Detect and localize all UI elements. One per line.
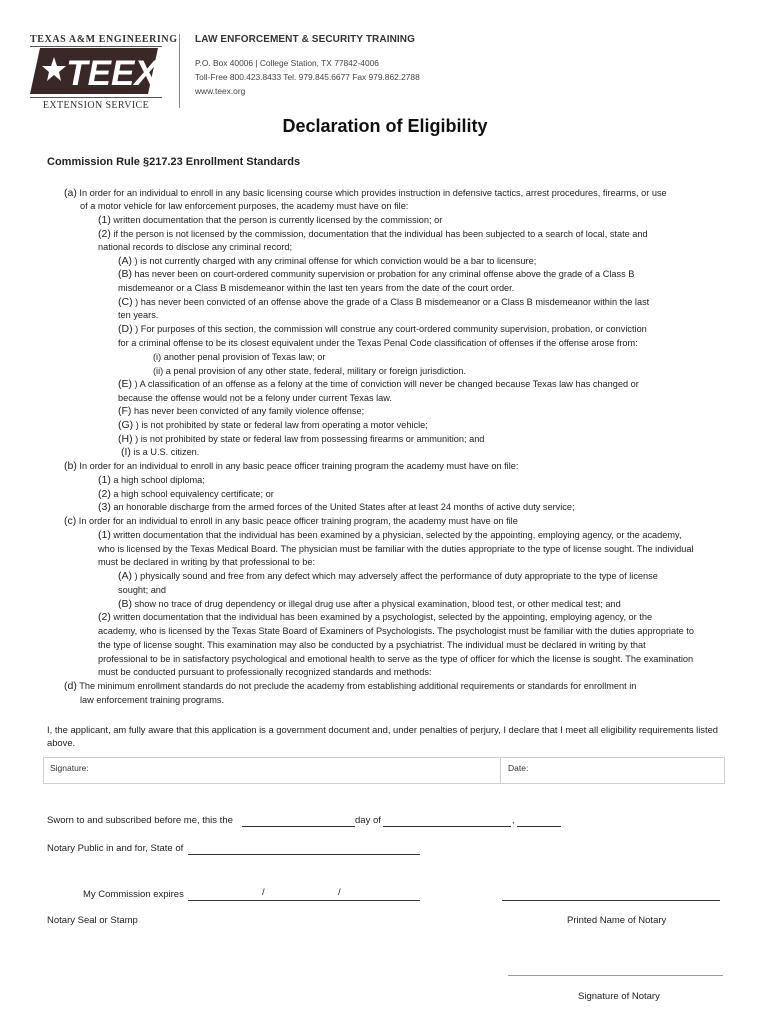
- org-name: LAW ENFORCEMENT & SECURITY TRAINING: [195, 34, 415, 45]
- sworn-month-line[interactable]: [383, 826, 511, 827]
- rule-line: (1) a high school diploma;: [98, 474, 205, 486]
- date-field[interactable]: [500, 758, 724, 783]
- printed-name-line[interactable]: [502, 900, 720, 901]
- signature-field[interactable]: [43, 758, 499, 783]
- commission-expires-text: My Commission expires: [83, 889, 184, 900]
- rule-line: (b) In order for an individual to enroll in any basic peace officer training program the academy must have on file:: [64, 460, 519, 472]
- logo-top-text: TEXAS A&M ENGINEERING: [30, 34, 178, 45]
- comma-text: ,: [512, 815, 515, 826]
- rule-line: ten years.: [118, 310, 159, 320]
- rule-line: because the offense would not be a felony under current Texas law.: [118, 393, 392, 403]
- sworn-year-line[interactable]: [517, 826, 561, 827]
- rule-line: must be declared in writing by that professional to be:: [98, 557, 316, 567]
- rule-line: must be conducted pursuant to professionally recognized standards and methods:: [98, 667, 432, 677]
- logo-rule-bottom: [30, 97, 162, 98]
- org-address: P.O. Box 40006 | College Station, TX 77842-4006: [195, 58, 379, 68]
- rule-line: professional to be in satisfactory psychological and emotional health to serve as the type of officer for which the license is sought. The examination: [98, 654, 694, 664]
- date-slash-2: /: [338, 887, 341, 898]
- date-slash-1: /: [262, 887, 265, 898]
- rule-line: (A) ) is not currently charged with any criminal offense for which conviction would be a bar to licensure;: [118, 255, 537, 267]
- notary-seal-label: Notary Seal or Stamp: [47, 915, 138, 926]
- notary-state-line[interactable]: [188, 854, 420, 855]
- rule-line: (i) another penal provision of Texas law; or: [153, 352, 326, 362]
- sworn-day-line[interactable]: [242, 826, 355, 827]
- rule-line: (2) if the person is not licensed by the commission, documentation that the individual has been subjected to a search of local, state and: [98, 228, 648, 240]
- rule-line: (G) ) is not prohibited by state or federal law from operating a motor vehicle;: [118, 419, 428, 431]
- rule-title: Commission Rule §217.23 Enrollment Standards: [47, 156, 301, 168]
- rule-line: (B) has never been on court-ordered community supervision or probation for any criminal offense above the grade of a Class B: [118, 268, 635, 280]
- logo-mark-text: TEEX: [66, 54, 158, 93]
- rule-line: (B) show no trace of drug dependency or illegal drug use after a physical examination, blood test, or other medical test; and: [118, 598, 621, 610]
- rule-line: (3) an honorable discharge from the armed forces of the United States after at least 24 months of active duty service;: [98, 501, 575, 513]
- org-website: www.teex.org: [195, 86, 246, 96]
- rule-line: (H) ) is not prohibited by state or federal law from possessing firearms or ammunition; and: [118, 433, 485, 445]
- org-phones: Toll-Free 800.423.8433 Tel. 979.845.6677 Fax 979.862.2788: [195, 72, 420, 82]
- notary-state-text: Notary Public in and for, State of: [47, 843, 184, 854]
- rule-line: (I) is a U.S. citizen.: [121, 446, 200, 458]
- notary-signature-label: Signature of Notary: [578, 991, 660, 1002]
- printed-name-label: Printed Name of Notary: [567, 915, 667, 926]
- rule-line: for a criminal offense to be its closest equivalent under the Texas Penal Code classification of offenses if the offense arose from:: [118, 338, 638, 348]
- rule-line: national records to disclose any criminal record;: [98, 242, 293, 252]
- rule-line: (C) ) has never been convicted of an offense above the grade of a Class B misdemeanor or a Class B misdemeanor within the last: [118, 296, 650, 308]
- rule-line: (d) The minimum enrollment standards do not preclude the academy from establishing additional requirements or standards for enrollment in: [64, 680, 637, 692]
- rule-line: sought; and: [118, 585, 167, 595]
- rule-line: (E) ) A classification of an offense as a felony at the time of conviction will never be changed because Texas law has changed or: [118, 378, 639, 390]
- rule-line: (a) In order for an individual to enroll in any basic licensing course which provides instruction in defensive tactics, arrest procedures, firearms, or use: [64, 187, 667, 199]
- rule-line: (c) In order for an individual to enroll in any basic peace officer training program, the academy must have on file: [64, 515, 518, 527]
- rule-line: law enforcement training programs.: [80, 695, 225, 705]
- teex-logo: [30, 48, 162, 94]
- rule-line: of a motor vehicle for law enforcement purposes, the academy must have on file:: [80, 201, 409, 211]
- signature-label: Signature:: [50, 763, 89, 773]
- rule-line: misdemeanor or a Class B misdemeanor within the last ten years from the date of the court order.: [118, 283, 515, 293]
- rule-line: (ii) a penal provision of any other state, federal, military or foreign jurisdiction.: [153, 366, 467, 376]
- rule-line: (2) written documentation that the individual has been examined by a psychologist, selected by the appointing, employing agency, or the: [98, 611, 653, 623]
- rule-line: (D) ) For purposes of this section, the commission will construe any court-ordered community supervision, probation, or conviction: [118, 323, 647, 335]
- rule-line: (F) has never been convicted of any family violence offense;: [118, 405, 365, 417]
- commission-expires-line[interactable]: [188, 900, 420, 901]
- logo-rule-top: [30, 46, 162, 47]
- logo-bottom-text: EXTENSION SERVICE: [42, 100, 150, 111]
- rule-line: (1) written documentation that the person is currently licensed by the commission; or: [98, 214, 443, 226]
- rule-line: academy, who is licensed by the Texas State Board of Examiners of Psychologists. The psychologist must be familiar with the duties appropriate to: [98, 626, 694, 636]
- sworn-text: Sworn to and subscribed before me, this the: [47, 815, 233, 826]
- notary-signature-line[interactable]: [508, 975, 723, 976]
- header-divider: [179, 34, 180, 108]
- day-of-text: day of: [355, 815, 381, 826]
- rule-line: (2) a high school equivalency certificate; or: [98, 488, 274, 500]
- rule-line: the type of license sought. This examination may also be conducted by a psychiatrist. The individual must be declared in writing by that: [98, 640, 646, 650]
- date-label: Date:: [508, 763, 529, 773]
- rule-line: (A) ) physically sound and free from any defect which may adversely affect the performance of duty appropriate to the type of license: [118, 570, 658, 582]
- rule-line: (1) written documentation that the individual has been examined by a physician, selected by the appointing, employing agency, or the academy,: [98, 529, 682, 541]
- declaration-text: I, the applicant, am fully aware that this application is a government document and, under penalties of perjury, I declare that I meet all eligibility requirements listed above.: [47, 724, 719, 748]
- page-title: Declaration of Eligibility: [282, 116, 488, 136]
- rule-line: who is licensed by the Texas Medical Board. The physician must be familiar with the duties appropriate to the type of license sought. The individual: [98, 544, 694, 554]
